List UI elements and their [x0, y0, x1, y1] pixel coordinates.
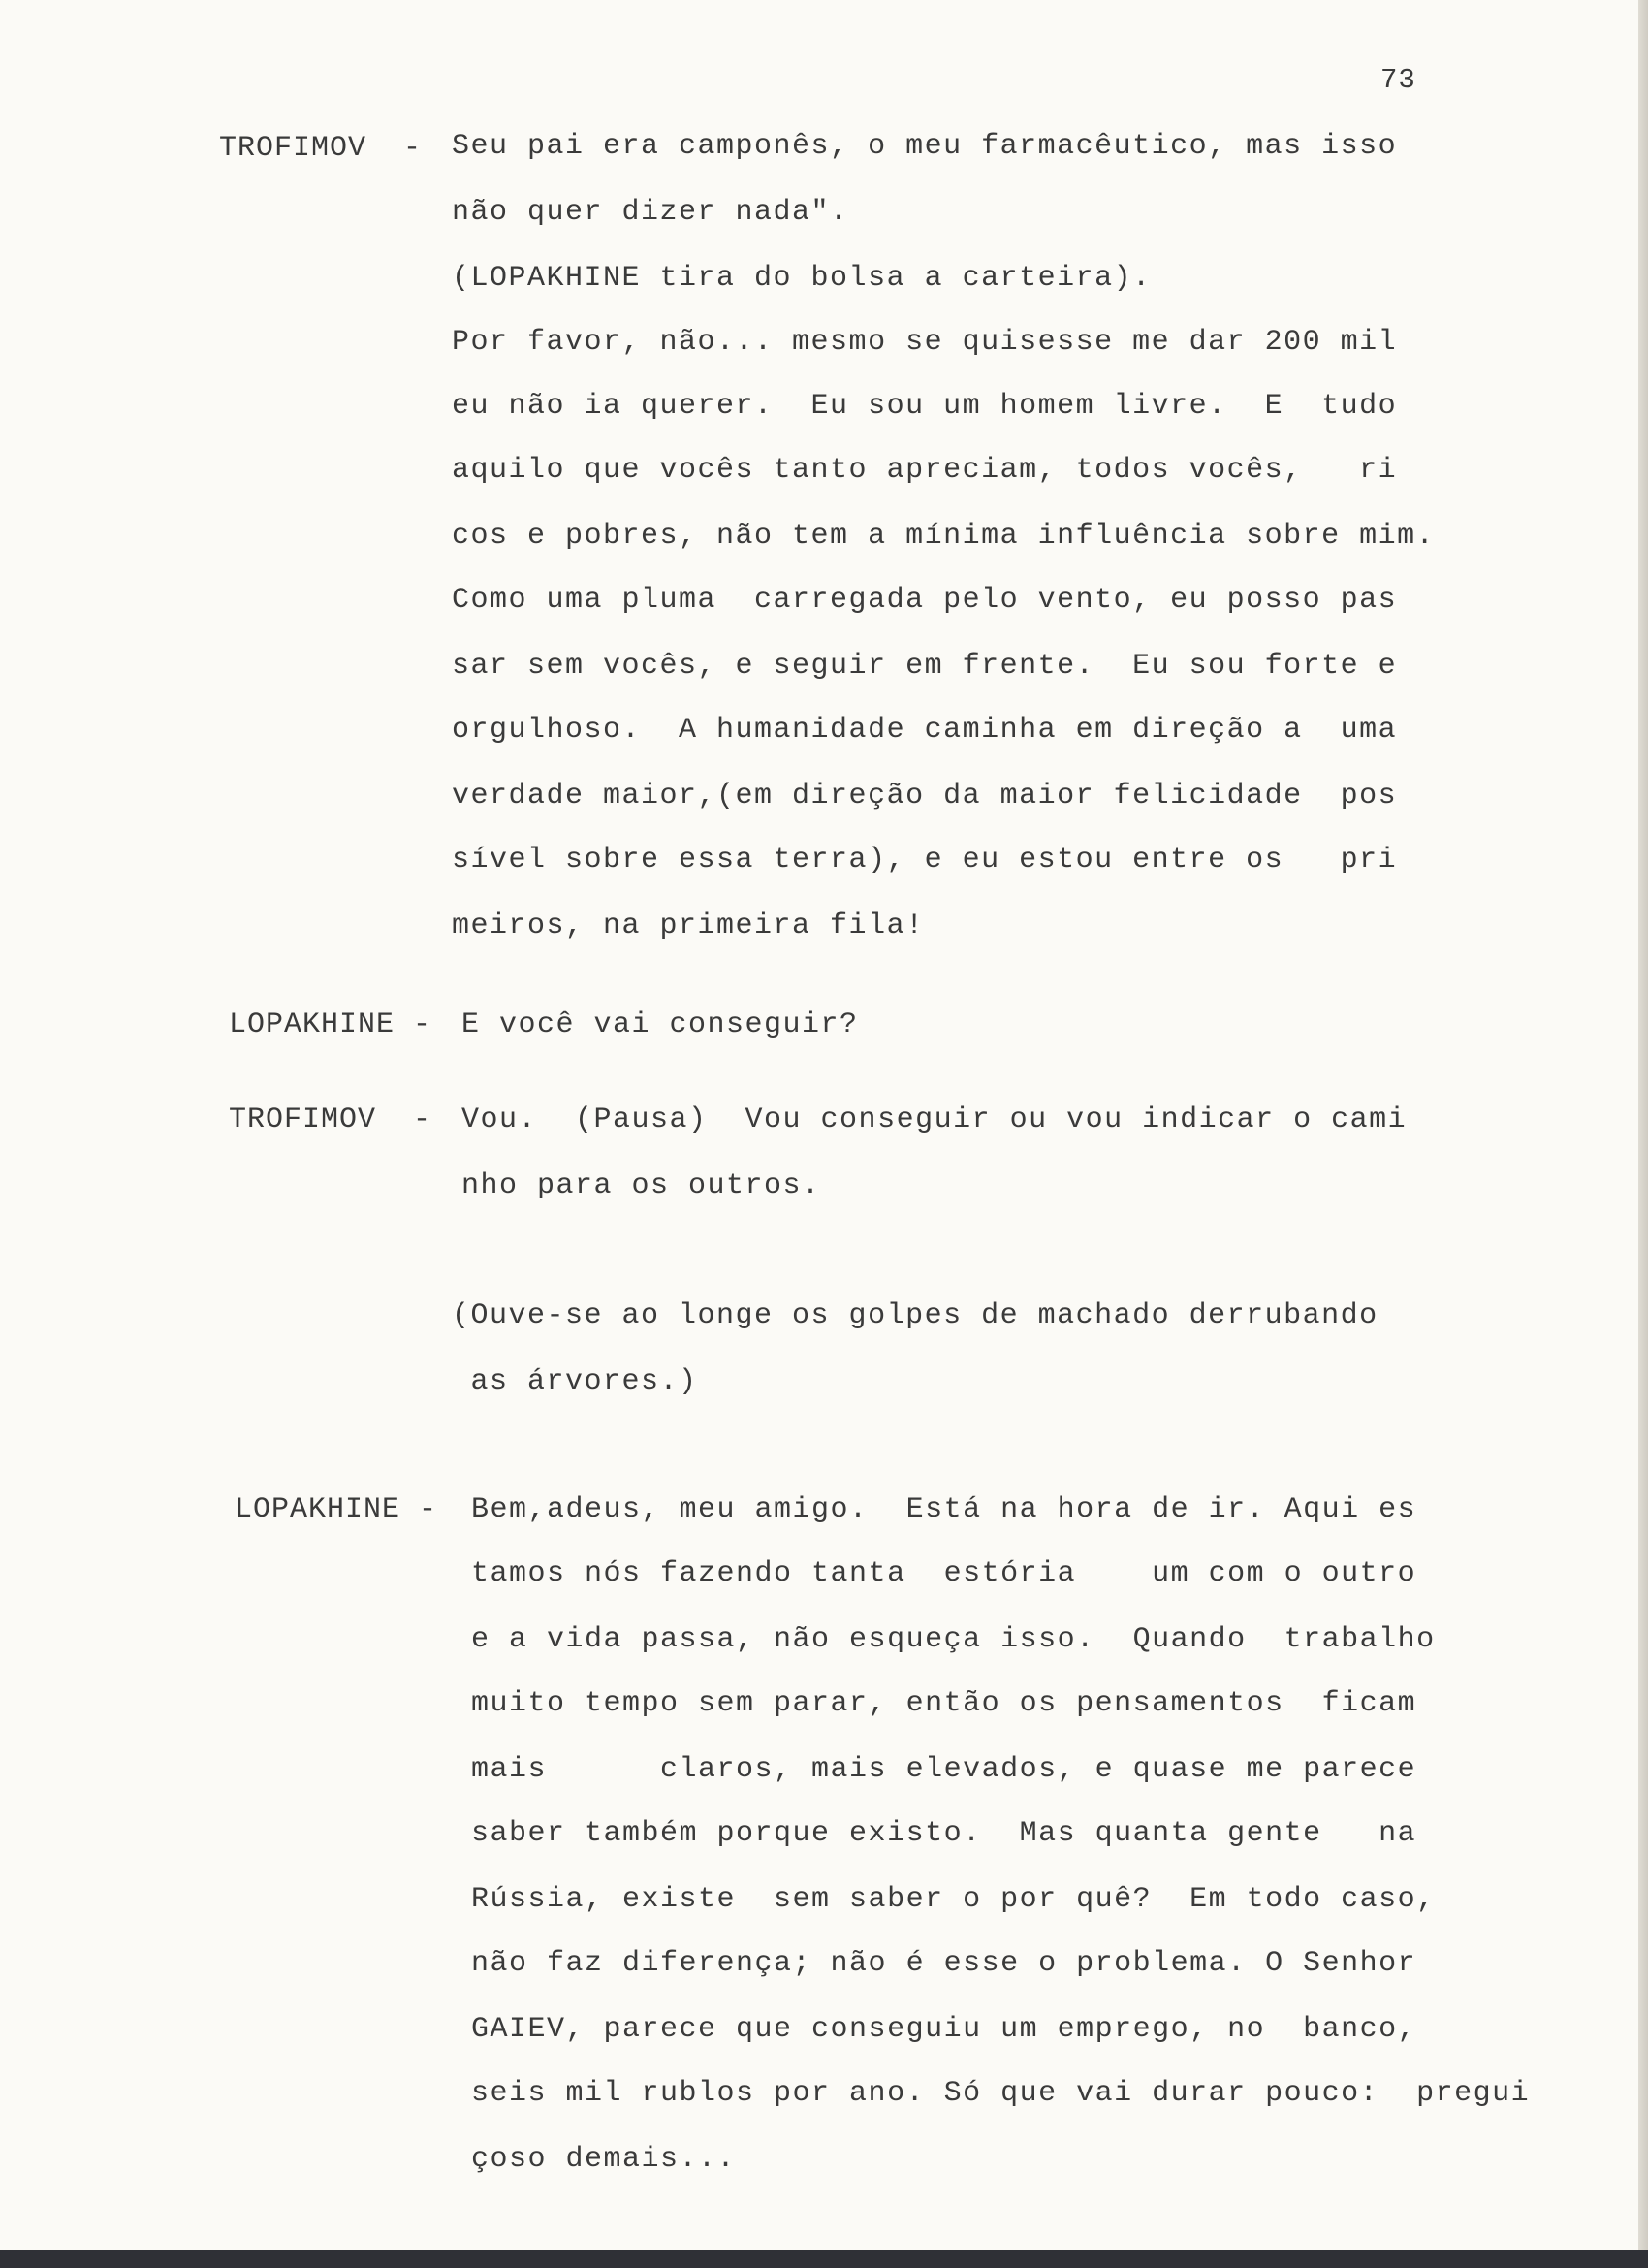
- dialogue-line: Bem,adeus, meu amigo. Está na hora de ir. Aqui es: [471, 1493, 1417, 1526]
- stage-direction: (LOPAKHINE tira do bolsa a carteira).: [452, 262, 1152, 295]
- dialogue-line: Como uma pluma carregada pelo vento, eu posso pas: [452, 584, 1398, 617]
- dialogue-line: cos e pobres, não tem a mínima influência sobre mim.: [452, 520, 1436, 553]
- scan-bottom-edge: [0, 2250, 1648, 2268]
- dialogue-line: eu não ia querer. Eu sou um homem livre. E tudo: [452, 390, 1398, 423]
- dialogue-line: nho para os outros.: [461, 1169, 821, 1202]
- dialogue-line: Por favor, não... mesmo se quisesse me dar 200 mil: [452, 326, 1398, 359]
- page-number: 73: [1380, 64, 1416, 96]
- dialogue-line: saber também porque existo. Mas quanta gente na: [471, 1817, 1417, 1850]
- dialogue-line: E você vai conseguir?: [461, 1008, 859, 1041]
- dialogue-line: mais claros, mais elevados, e quase me parece: [471, 1753, 1417, 1786]
- speaker-label: TROFIMOV -: [229, 1103, 432, 1136]
- dialogue-line: verdade maior,(em direção da maior felicidade pos: [452, 780, 1398, 813]
- stage-direction: (Ouve-se ao longe os golpes de machado derrubando: [452, 1299, 1379, 1332]
- dialogue-line: sar sem vocês, e seguir em frente. Eu sou forte e: [452, 650, 1398, 683]
- dialogue-line: Vou. (Pausa) Vou conseguir ou vou indicar o cami: [461, 1103, 1408, 1136]
- dialogue-line: aquilo que vocês tanto apreciam, todos vocês, ri: [452, 454, 1398, 487]
- speaker-label: TROFIMOV -: [219, 132, 423, 165]
- stage-direction: as árvores.): [452, 1365, 698, 1398]
- dialogue-line: não faz diferença; não é esse o problema. O Senhor: [471, 1947, 1417, 1980]
- page-edge-shadow: [1638, 0, 1648, 2268]
- speaker-label: LOPAKHINE -: [235, 1493, 438, 1526]
- dialogue-line: tamos nós fazendo tanta estória um com o outro: [471, 1557, 1417, 1590]
- dialogue-line: muito tempo sem parar, então os pensamentos ficam: [471, 1687, 1417, 1720]
- dialogue-line: GAIEV, parece que conseguiu um emprego, no banco,: [471, 2013, 1417, 2046]
- dialogue-line: sível sobre essa terra), e eu estou entre os pri: [452, 844, 1398, 877]
- dialogue-line: não quer dizer nada".: [452, 196, 849, 229]
- dialogue-line: Rússia, existe sem saber o por quê? Em todo caso,: [471, 1883, 1436, 1916]
- speaker-label: LOPAKHINE -: [229, 1008, 432, 1041]
- dialogue-line: e a vida passa, não esqueça isso. Quando trabalho: [471, 1623, 1436, 1656]
- dialogue-line: meiros, na primeira fila!: [452, 910, 925, 942]
- dialogue-line: seis mil rublos por ano. Só que vai durar pouco: pregui: [471, 2077, 1531, 2110]
- dialogue-line: orgulhoso. A humanidade caminha em direção a uma: [452, 714, 1398, 747]
- dialogue-line: çoso demais...: [471, 2143, 737, 2176]
- dialogue-line: Seu pai era camponês, o meu farmacêutico, mas isso: [452, 130, 1398, 163]
